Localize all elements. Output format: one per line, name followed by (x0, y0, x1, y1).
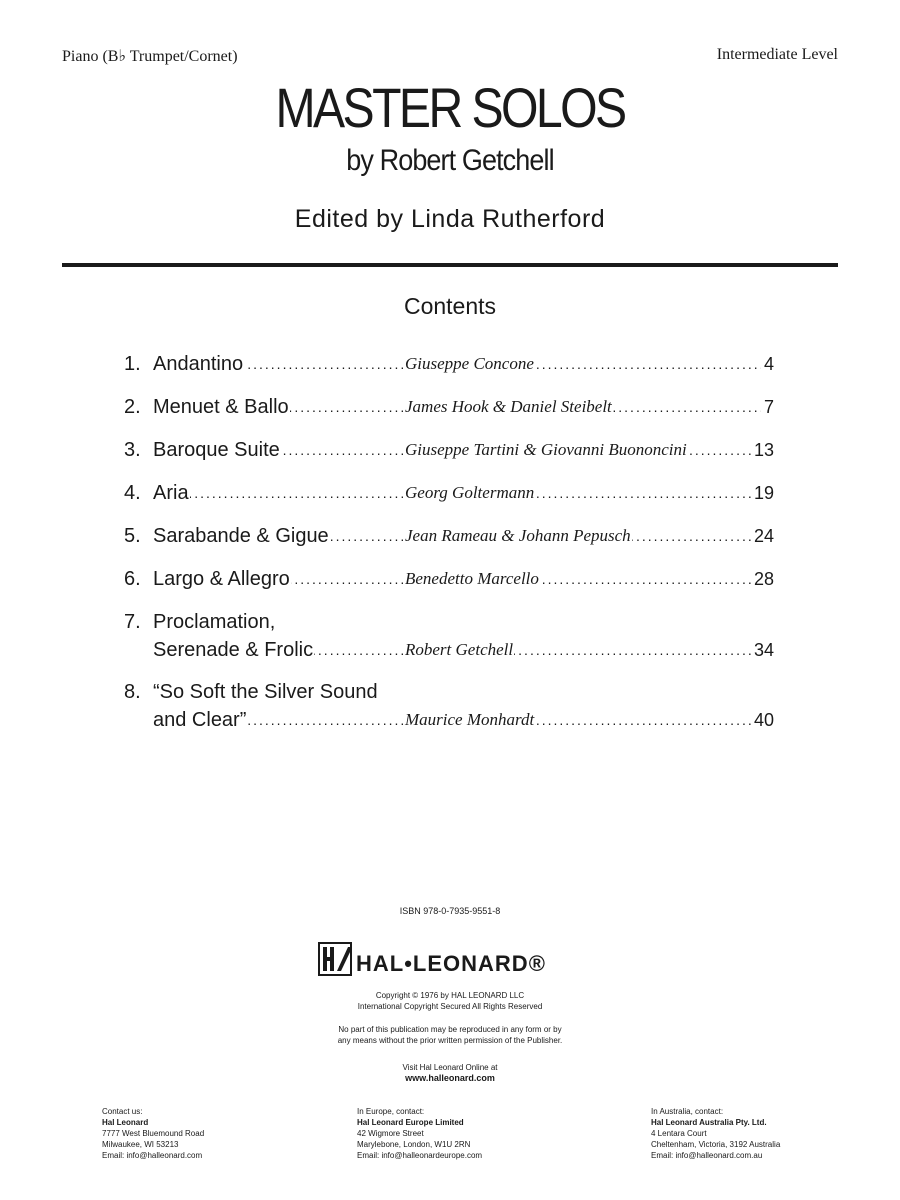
contents-heading: Contents (403, 293, 497, 319)
toc-number: 2. (124, 396, 141, 418)
address-line: 7777 West Bluemound Road (102, 1129, 205, 1138)
toc-number: 7. (124, 611, 141, 633)
toc-entry (124, 436, 774, 464)
toc-composer: Giuseppe Concone (403, 350, 535, 378)
toc-entry (124, 678, 774, 734)
address-line: Marylebone, London, W1U 2RN (357, 1140, 471, 1149)
toc-title: Serenade & Frolic (153, 636, 314, 664)
address-line: Milwaukee, WI 53213 (102, 1140, 179, 1149)
toc-page-number: 13 (751, 436, 774, 464)
toc-page-number: 19 (751, 479, 774, 507)
toc-composer: Giuseppe Tartini & Giovanni Buononcini (403, 436, 688, 464)
toc-title: Aria (153, 479, 190, 507)
toc-number: 4. (124, 482, 141, 504)
hal-leonard-logo-icon (318, 942, 352, 976)
visit-line: Visit Hal Leonard Online at (402, 1063, 498, 1072)
publisher-logo (318, 942, 588, 978)
toc-page-number: 7 (761, 393, 774, 421)
notice-line: No part of this publication may be reproduced in any form or by (338, 1025, 562, 1034)
toc-number: 1. (124, 353, 141, 375)
toc-page-number: 24 (751, 522, 774, 550)
address-europe (357, 1106, 577, 1161)
toc-composer: Benedetto Marcello (403, 565, 540, 593)
divider-rule (62, 263, 838, 267)
author-line: by Robert Getchell (346, 144, 554, 177)
toc-number: 6. (124, 568, 141, 590)
address-name: Hal Leonard (102, 1118, 149, 1127)
address-label: In Australia, contact: (651, 1107, 724, 1116)
toc-number: 8. (124, 681, 141, 703)
toc-composer: Jean Rameau & Johann Pepusch (403, 522, 632, 550)
toc-page-number: 40 (751, 706, 774, 734)
address-name: Hal Leonard Australia Pty. Ltd. (651, 1118, 767, 1127)
toc-title: Proclamation, (153, 608, 276, 636)
address-us (102, 1106, 322, 1161)
toc-title: Largo & Allegro (153, 565, 291, 593)
address-email[interactable]: Email: info@halleonard.com (102, 1151, 203, 1160)
toc-entry (124, 479, 774, 507)
address-line: 42 Wigmore Street (357, 1129, 424, 1138)
isbn: ISBN 978-0-7935-9551-8 (399, 906, 501, 916)
book-title: MASTER SOLOS (275, 76, 625, 139)
toc-entry (124, 565, 774, 593)
website-link[interactable]: www.halleonard.com (405, 1073, 495, 1083)
toc-entry (124, 350, 774, 378)
address-email[interactable]: Email: info@halleonard.com.au (651, 1151, 763, 1160)
copyright-line: Copyright © 1976 by HAL LEONARD LLC (375, 991, 525, 1000)
address-label: In Europe, contact: (357, 1107, 425, 1116)
toc-title: Andantino (153, 350, 244, 378)
toc-composer: Robert Getchell (403, 636, 514, 664)
toc-entry (124, 522, 774, 550)
address-name: Hal Leonard Europe Limited (357, 1118, 464, 1127)
toc-number: 3. (124, 439, 141, 461)
toc-title: Menuet & Ballo (153, 393, 290, 421)
toc-page-number: 4 (761, 350, 774, 378)
address-line: 4 Lentara Court (651, 1129, 707, 1138)
toc-title: and Clear” (153, 706, 247, 734)
toc-title: Sarabande & Gigue (153, 522, 330, 550)
toc-number: 5. (124, 525, 141, 547)
editor-line: Edited by Linda Rutherford (294, 205, 606, 233)
reproduction-notice (0, 1024, 900, 1046)
toc-composer: Maurice Monhardt (403, 706, 535, 734)
toc-entry (124, 608, 774, 664)
toc-entry (124, 393, 774, 421)
toc-title: “So Soft the Silver Sound (153, 678, 379, 706)
publisher-name: HAL•LEONARD® (356, 951, 546, 976)
copyright-notice (0, 990, 900, 1012)
toc-page-number: 34 (751, 636, 774, 664)
address-australia (651, 1106, 871, 1161)
instrument-label: Piano (B♭ Trumpet/Cornet) (62, 48, 238, 65)
toc-composer: James Hook & Daniel Steibelt (403, 393, 613, 421)
copyright-line: International Copyright Secured All Rights Reserved (357, 1002, 543, 1011)
level-label: Intermediate Level (716, 46, 838, 63)
notice-line: any means without the prior written permission of the Publisher. (337, 1036, 563, 1045)
address-email[interactable]: Email: info@halleonardeurope.com (357, 1151, 483, 1160)
toc-title: Baroque Suite (153, 436, 281, 464)
toc-page-number: 28 (751, 565, 774, 593)
address-label: Contact us: (102, 1107, 143, 1116)
address-line: Cheltenham, Victoria, 3192 Australia (651, 1140, 781, 1149)
toc-composer: Georg Goltermann (403, 479, 535, 507)
